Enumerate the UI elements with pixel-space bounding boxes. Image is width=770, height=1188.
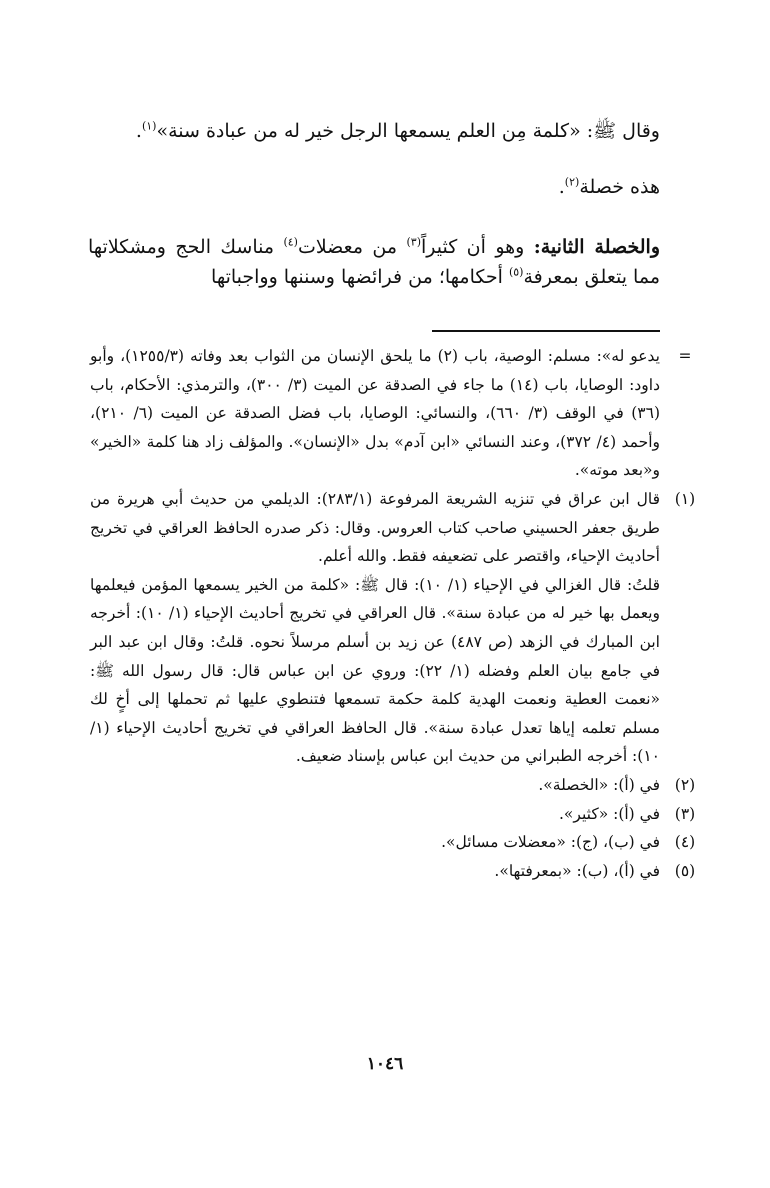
paragraph-text: مناسك الحج ومشكلاتها مما يتعلق بمعرفة bbox=[88, 236, 660, 288]
footnote-ref-5[interactable]: (٥) bbox=[508, 265, 524, 279]
main-paragraph-3 bbox=[88, 232, 660, 292]
main-paragraph-1 bbox=[88, 116, 660, 146]
footnotes bbox=[90, 342, 696, 885]
main-text bbox=[88, 108, 660, 292]
footnote-ref-2[interactable]: (٢) bbox=[564, 175, 580, 189]
section-lead: والخصلة الثانية: bbox=[533, 236, 660, 258]
footnote-marker: (١) bbox=[674, 489, 696, 508]
footnote-marker: (٤) bbox=[674, 833, 696, 852]
footnote-2 bbox=[90, 771, 696, 800]
page-number: ١٠٤٦ bbox=[366, 1054, 404, 1074]
footnote-marker: (٣) bbox=[674, 804, 696, 823]
footnote-marker: (٢) bbox=[674, 775, 696, 794]
paragraph-text: هذه خصلة bbox=[579, 176, 660, 198]
footnote-text: في (ب)، (ج): «معضلات مسائل». bbox=[441, 833, 660, 852]
footnote-3 bbox=[90, 800, 696, 829]
footnote-ref-3[interactable]: (٣) bbox=[406, 235, 421, 249]
footnote-1 bbox=[90, 485, 696, 771]
footnote-continued bbox=[90, 342, 692, 485]
paragraph-text: وهو أن كثيراً bbox=[420, 236, 534, 258]
footnote-text: في (أ): «الخصلة». bbox=[538, 775, 660, 794]
footnote-marker: (٥) bbox=[674, 861, 696, 880]
paragraph-text: أحكامها؛ من فرائضها وسننها وواجباتها bbox=[211, 266, 509, 288]
footnote-4 bbox=[90, 828, 696, 857]
hadith-quote: وقال ﷺ: «كلمة مِن العلم يسمعها الرجل خير له من عبادة سنة» bbox=[156, 120, 660, 142]
footnote-text: قال ابن عراق في تنزيه الشريعة المرفوعة (٢٨٣/١): الديلمي من حديث أبي هريرة من طريق جعفر الحسيني صاحب كتاب العروس. وقال: ذكر صدره الحافظ العراقي في تخريج أحاديث الإحياء، واقتصر على تضعيفه فقط. والله أعلم. bbox=[90, 489, 660, 566]
footnote-ref-1[interactable]: (١) bbox=[141, 119, 157, 133]
paragraph-text: من معضلات bbox=[297, 236, 407, 258]
footnote-text: يدعو له»: مسلم: الوصية، باب (٢) ما يلحق الإنسان من الثواب بعد وفاته (١٢٥٥/٣)، وأبو داود: الوصايا، باب (١٤) ما جاء في الصدقة عن الميت (٣/ ٣٠٠)، والترمذي: الأحكام، باب (٣٦) في الوقف (٣/ ٦٦٠)، والنسائي: الوصايا، باب فضل الصدقة عن الميت (٦/ ٢١٠)، وأحمد (٤/ ٣٧٢)، وعند النسائي «ابن آدم» بدل «الإنسان». والمؤلف زاد هنا كلمة «الخير» و«بعد موته». bbox=[90, 347, 661, 480]
footnote-ref-4[interactable]: (٤) bbox=[283, 235, 298, 249]
main-paragraph-2 bbox=[88, 172, 660, 202]
punctuation: . bbox=[135, 120, 142, 142]
footnote-5 bbox=[90, 857, 696, 886]
footnote-text: في (أ)، (ب): «بمعرفتها». bbox=[494, 861, 660, 880]
footnote-divider bbox=[432, 330, 660, 332]
footnote-text: في (أ): «كثير». bbox=[559, 804, 660, 823]
footnote-text: قلتُ: قال الغزالي في الإحياء (١/ ١٠): قال ﷺ: «كلمة من الخير يسمعها المؤمن فيعلمها ويعمل بها خير له من عبادة سنة». قال العراقي في تخريج أحاديث الإحياء (١/ ١٠): أخرجه ابن المبارك في الزهد (ص ٤٨٧) عن زيد بن أسلم مرسلاً نحوه. قلتُ: وقال ابن عبد البر في جامع بيان العلم وفضله (١/ ٢٢): وروي عن ابن عباس قال: قال رسول الله ﷺ: «نعمت العطية ونعمت الهدية كلمة حكمة تسمعها فتنطوي عليها ثم تحملها إلى أخٍ لك مسلم تعلمه إياها تعدل عبادة سنة». قال الحافظ العراقي في تخريج أحاديث الإحياء (١/ ١٠): أخرجه الطبراني من حديث ابن عباس بإسناد ضعيف. bbox=[90, 575, 661, 766]
footnote-marker: = bbox=[678, 347, 692, 365]
punctuation: . bbox=[558, 176, 565, 198]
